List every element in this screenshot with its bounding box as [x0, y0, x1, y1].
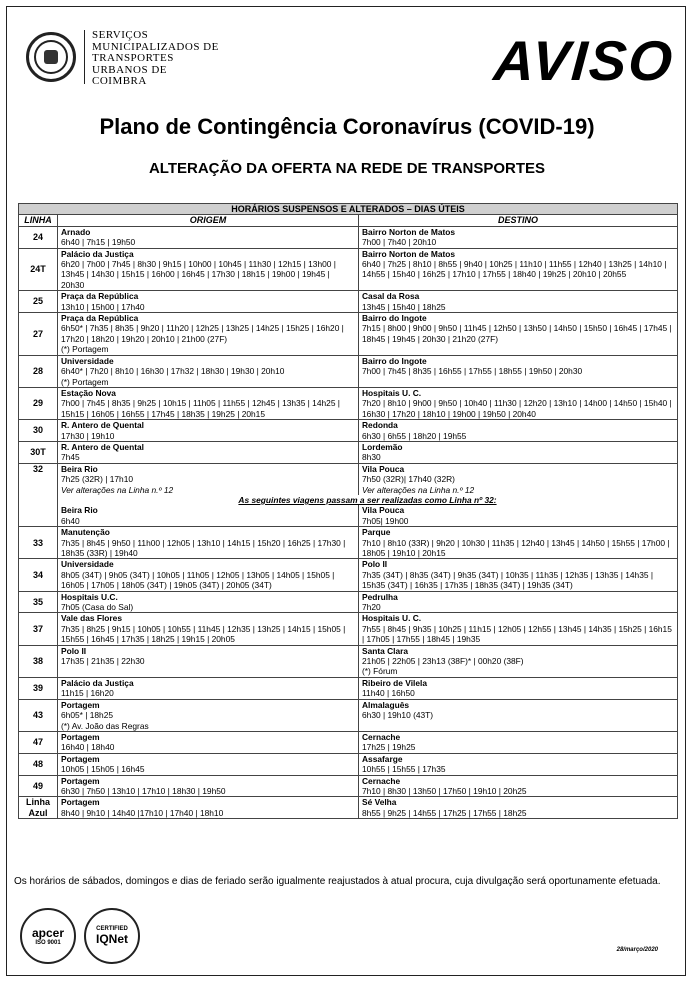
destination-cell	[359, 613, 678, 645]
smtuc-logo	[26, 32, 76, 82]
origin-note: (*) Portagem	[61, 344, 109, 355]
destination-cell	[359, 591, 678, 613]
line-number: 29	[19, 387, 58, 419]
destination-stop: Cernache	[362, 775, 401, 786]
table-row	[19, 645, 678, 677]
destination-times: 7h00 | 7h45 | 8h35 | 16h55 | 17h55 | 18h55 | 19h50 | 20h30	[362, 366, 583, 377]
line-number: 30T	[19, 441, 58, 463]
footer-note: Os horários de sábados, domingos e dias de feriado serão igualmente reajustados à atual procura, cuja divulgação será oportunamente efetuada.	[14, 876, 661, 887]
origin-cell	[58, 387, 359, 419]
origin-times: 7h35 | 8h25 | 9h15 | 10h05 | 10h55 | 11h45 | 12h35 | 13h25 | 14h15 | 15h05 | 15h55 | 16h45 | 17h35 | 18h25 | 19h15 | 20h05	[61, 623, 346, 645]
origin-stop: Manutenção	[61, 527, 110, 538]
table-row	[19, 248, 678, 291]
origin-cell	[58, 248, 359, 291]
origin-note: (*) Portagem	[61, 376, 109, 387]
origin-times: 6h05* | 18h25	[61, 710, 114, 721]
destination-stop: Vila Pouca	[362, 463, 405, 474]
line-number: 32	[19, 463, 58, 526]
destination-cell	[359, 505, 678, 526]
destination-times: 11h40 | 16h50	[362, 688, 415, 699]
origin-cell	[58, 505, 359, 526]
destination-stop: Cernache	[362, 731, 401, 742]
destination-times: 8h55 | 9h25 | 14h55 | 17h25 | 17h55 | 18h25	[362, 807, 527, 818]
origin-stop: Vale das Flores	[61, 613, 122, 624]
origin-stop: Estação Nova	[61, 387, 116, 398]
destination-stop: Hospitais U. C.	[362, 387, 422, 398]
destination-times: 7h20 | 8h10 | 9h00 | 9h50 | 10h40 | 11h30 | 12h20 | 13h10 | 14h00 | 14h50 | 15h40 | 16h30 | 17h20 | 18h10 | 19h00 | 19h50 | 20h40	[362, 398, 672, 419]
origin-times: 7h45	[61, 452, 80, 463]
destination-times: 13h45 | 15h40 | 18h25	[362, 301, 446, 312]
table-row	[19, 387, 678, 419]
line-number: 39	[19, 677, 58, 699]
destination-stop: Bairro do Ingote	[362, 313, 427, 324]
destination-cell	[359, 753, 678, 775]
origin-stop: Palácio da Justiça	[61, 248, 134, 259]
organization-name: SERVIÇOS MUNICIPALIZADOS DE TRANSPORTES URBANOS DE COIMBRA	[92, 29, 219, 87]
table-row	[19, 226, 678, 248]
origin-stop: Arnado	[61, 226, 91, 237]
origin-cell	[58, 355, 359, 387]
origin-times: 6h50* | 7h35 | 8h35 | 9h20 | 11h20 | 12h25 | 13h25 | 14h25 | 15h25 | 16h20 | 17h20 | 18h20 | 19h20 | 20h10 | 21h00 (27F)	[61, 323, 344, 344]
origin-cell	[58, 527, 359, 559]
destination-cell	[359, 420, 678, 442]
origin-cell	[58, 313, 359, 356]
table-row	[19, 495, 678, 505]
origin-cell	[58, 591, 359, 613]
col-origem: ORIGEM	[58, 215, 359, 226]
destination-times: 7h35 (34T) | 8h35 (34T) | 9h35 (34T) | 10h35 | 11h35 | 12h35 | 13h35 | 14h35 | 15h35 (34T) | 16h35 | 17h35 | 18h35 (34T) | 19h35 (34T)	[362, 569, 654, 591]
destination-cell	[359, 775, 678, 797]
destination-times: 7h10 | 8h30 | 13h50 | 17h50 | 19h10 | 20h25	[362, 785, 527, 796]
origin-note: (*) Av. João das Regras	[61, 720, 149, 731]
line-number: 30	[19, 420, 58, 442]
table-row	[19, 527, 678, 559]
destination-times: 8h30	[362, 452, 381, 463]
destination-cell	[359, 248, 678, 291]
destination-stop: Redonda	[362, 420, 398, 431]
origin-cell	[58, 463, 359, 495]
line-number: 28	[19, 355, 58, 387]
table-row	[19, 441, 678, 463]
origin-times: 7h35 | 8h45 | 9h50 | 11h00 | 12h05 | 13h10 | 14h15 | 15h20 | 16h25 | 17h30 | 18h35 (33R) | 19h40	[61, 537, 346, 558]
line-number: 48	[19, 753, 58, 775]
aviso-heading: AVISO	[491, 29, 677, 92]
destination-times: 7h55 | 8h45 | 9h35 | 10h25 | 11h15 | 12h05 | 12h55 | 13h45 | 14h35 | 15h25 | 16h15 | 17h05 | 17h55 | 18h45 | 19h35	[362, 623, 672, 645]
destination-stop: Hospitais U. C.	[362, 613, 422, 624]
destination-stop: Pedrulha	[362, 591, 398, 602]
table-row	[19, 797, 678, 819]
destination-times: 6h40 | 7h25 | 8h10 | 8h55 | 9h40 | 10h25 | 11h10 | 11h55 | 12h40 | 13h25 | 14h10 | 14h55 | 15h40 | 16h25 | 17h10 | 17h55 | 18h40 | 19h25 | 20h10 | 20h55	[362, 259, 667, 280]
origin-cell	[58, 677, 359, 699]
origin-cell	[58, 226, 359, 248]
origin-cell	[58, 797, 359, 819]
destination-times: 7h50 (32R)| 17h40 (32R)	[362, 474, 455, 485]
table-row	[19, 613, 678, 645]
destination-cell	[359, 527, 678, 559]
origin-times: 6h40 | 7h15 | 19h50	[61, 237, 136, 248]
col-linha: LINHA	[19, 215, 58, 226]
line-number: 49	[19, 775, 58, 797]
destination-stop: Vila Pouca	[362, 505, 405, 516]
line-number: 33	[19, 527, 58, 559]
destination-see-note: Ver alterações na Linha n.º 12	[362, 484, 475, 495]
destination-times: 10h55 | 15h55 | 17h35	[362, 764, 446, 775]
destination-stop: Bairro do Ingote	[362, 355, 427, 366]
origin-cell	[58, 559, 359, 591]
destination-cell	[359, 797, 678, 819]
origin-times: 17h35 | 21h35 | 22h30	[61, 656, 145, 667]
origin-times: 8h05 (34T) | 9h05 (34T) | 10h05 | 11h05 | 12h05 | 13h05 | 14h05 | 15h05 | 16h05 | 17h05 | 18h05 (34T) | 19h05 (34T) | 20h05 (34T)	[61, 569, 335, 591]
destination-times: 21h05 | 22h05 | 23h13 (38F)* | 00h20 (38F)	[362, 656, 524, 667]
origin-times: 11h15 | 16h20	[61, 688, 114, 699]
destination-stop: Almalaguês	[362, 699, 410, 710]
origin-times: 6h40* | 7h20 | 8h10 | 16h30 | 17h32 | 18h30 | 19h30 | 20h10	[61, 366, 285, 377]
destination-cell	[359, 441, 678, 463]
schedule-body	[19, 226, 678, 818]
origin-cell	[58, 731, 359, 753]
destination-times: 6h30 | 19h10 (43T)	[362, 710, 434, 721]
destination-cell	[359, 226, 678, 248]
origin-stop: Portagem	[61, 699, 100, 710]
origin-times: 17h30 | 19h10	[61, 430, 115, 441]
origin-stop: Beira Rio	[61, 463, 98, 474]
divider	[84, 30, 85, 84]
destination-stop: Ribeiro de Vilela	[362, 677, 428, 688]
origin-times: 6h40	[61, 515, 80, 526]
origin-cell	[58, 645, 359, 677]
line-number: Linha Azul	[19, 797, 58, 819]
destination-cell	[359, 313, 678, 356]
origin-stop: Portagem	[61, 731, 100, 742]
origin-stop: Beira Rio	[61, 505, 98, 516]
origin-times: 8h40 | 9h10 | 14h40 |17h10 | 17h40 | 18h10	[61, 807, 224, 818]
line-number: 27	[19, 313, 58, 356]
page-title: Plano de Contingência Coronavírus (COVID-19)	[99, 114, 595, 139]
origin-stop: Portagem	[61, 775, 100, 786]
origin-cell	[58, 613, 359, 645]
date-label: 28/março/2020	[616, 947, 658, 953]
destination-cell	[359, 463, 678, 495]
line-number: 38	[19, 645, 58, 677]
destination-stop: Lordemão	[362, 441, 403, 452]
origin-cell	[58, 775, 359, 797]
origin-times: 6h20 | 7h00 | 7h45 | 8h30 | 9h15 | 10h00 | 10h45 | 11h30 | 12h15 | 13h00 | 13h45 | 14h30 | 15h15 | 16h00 | 16h45 | 17h30 | 18h15 | 19h00 | 19h45 | 20h30	[61, 259, 336, 290]
origin-times: 6h30 | 7h50 | 13h10 | 17h10 | 18h30 | 19h50	[61, 785, 226, 796]
destination-stop: Assafarge	[362, 753, 403, 764]
line-number: 47	[19, 731, 58, 753]
destination-times: 7h05| 19h00	[362, 515, 409, 526]
origin-times: 16h40 | 18h40	[61, 742, 115, 753]
line-number: 35	[19, 591, 58, 613]
table-row	[19, 775, 678, 797]
destination-stop: Bairro Norton de Matos	[362, 226, 456, 237]
schedule-table	[18, 203, 678, 819]
origin-times: 13h10 | 15h00 | 17h40	[61, 301, 145, 312]
iqnet-cert-logo: CERTIFIED IQNet	[84, 908, 140, 964]
destination-stop: Sé Velha	[362, 797, 397, 808]
origin-stop: Praça da República	[61, 313, 139, 324]
origin-times: 7h25 (32R) | 17h10	[61, 474, 134, 485]
line-number: 24T	[19, 248, 58, 291]
origin-cell	[58, 699, 359, 731]
origin-stop: R. Antero de Quental	[61, 420, 144, 431]
destination-times: 6h30 | 6h55 | 18h20 | 19h55	[362, 430, 467, 441]
origin-stop: Portagem	[61, 753, 100, 764]
destination-cell	[359, 559, 678, 591]
origin-stop: Palácio da Justiça	[61, 677, 134, 688]
origin-times: 7h05 (Casa do Sal)	[61, 602, 134, 613]
table-row	[19, 291, 678, 313]
table-row	[19, 420, 678, 442]
destination-stop: Bairro Norton de Matos	[362, 248, 456, 259]
table-row	[19, 753, 678, 775]
origin-stop: Hospitais U.C.	[61, 591, 118, 602]
destination-times: 7h00 | 7h40 | 20h10	[362, 237, 437, 248]
table-row	[19, 559, 678, 591]
destination-cell	[359, 291, 678, 313]
origin-times: 7h00 | 7h45 | 8h35 | 9h25 | 10h15 | 11h05 | 11h55 | 12h45 | 13h35 | 14h25 | 15h15 | 16h05 | 16h55 | 17h45 | 18h35 | 19h25 | 20h15	[61, 398, 340, 419]
table-row	[19, 463, 678, 495]
line-number: 24	[19, 226, 58, 248]
table-row	[19, 731, 678, 753]
origin-stop: R. Antero de Quental	[61, 441, 144, 452]
origin-stop: Universidade	[61, 559, 114, 570]
destination-times: 7h10 | 8h10 (33R) | 9h20 | 10h30 | 11h35 | 12h40 | 13h45 | 14h50 | 15h55 | 17h00 | 18h05 | 19h10 | 20h15	[362, 537, 670, 558]
origin-times: 10h05 | 15h05 | 16h45	[61, 764, 145, 775]
table-row	[19, 505, 678, 526]
destination-cell	[359, 731, 678, 753]
page-subtitle: ALTERAÇÃO DA OFERTA NA REDE DE TRANSPORTES	[148, 160, 546, 177]
table-banner: HORÁRIOS SUSPENSOS E ALTERADOS – DIAS ÚTEIS	[19, 204, 678, 215]
table-row	[19, 355, 678, 387]
line32-pass-note: As seguintes viagens passam a ser realizadas como Linha nº 32:	[58, 495, 678, 505]
origin-cell	[58, 441, 359, 463]
origin-stop: Universidade	[61, 355, 114, 366]
origin-cell	[58, 753, 359, 775]
destination-cell	[359, 699, 678, 731]
header	[20, 24, 680, 94]
destination-times: 7h15 | 8h00 | 9h00 | 9h50 | 11h45 | 12h50 | 13h50 | 14h50 | 15h50 | 16h45 | 17h45 | 18h45 | 19h45 | 20h30 | 21h20 (27F)	[362, 323, 672, 344]
table-row	[19, 313, 678, 356]
apcer-cert-logo: apcer ISO 9001	[20, 908, 76, 964]
line-number: 37	[19, 613, 58, 645]
origin-cell	[58, 291, 359, 313]
line-number: 34	[19, 559, 58, 591]
destination-stop: Santa Clara	[362, 645, 409, 656]
origin-stop: Portagem	[61, 797, 100, 808]
origin-see-note: Ver alterações na Linha n.º 12	[61, 484, 174, 495]
origin-stop: Praça da República	[61, 291, 139, 302]
origin-cell	[58, 420, 359, 442]
destination-times: 7h20	[362, 602, 381, 613]
col-destino: DESTINO	[359, 215, 678, 226]
destination-cell	[359, 677, 678, 699]
origin-stop: Polo II	[61, 645, 87, 656]
line-number: 43	[19, 699, 58, 731]
destination-cell	[359, 355, 678, 387]
destination-note: (*) Fórum	[362, 666, 398, 677]
table-row	[19, 677, 678, 699]
table-row	[19, 699, 678, 731]
destination-cell	[359, 645, 678, 677]
destination-times: 17h25 | 19h25	[362, 742, 416, 753]
destination-stop: Polo II	[362, 559, 388, 570]
table-row	[19, 591, 678, 613]
line-number: 25	[19, 291, 58, 313]
destination-stop: Casal da Rosa	[362, 291, 420, 302]
destination-stop: Parque	[362, 527, 391, 538]
destination-cell	[359, 387, 678, 419]
